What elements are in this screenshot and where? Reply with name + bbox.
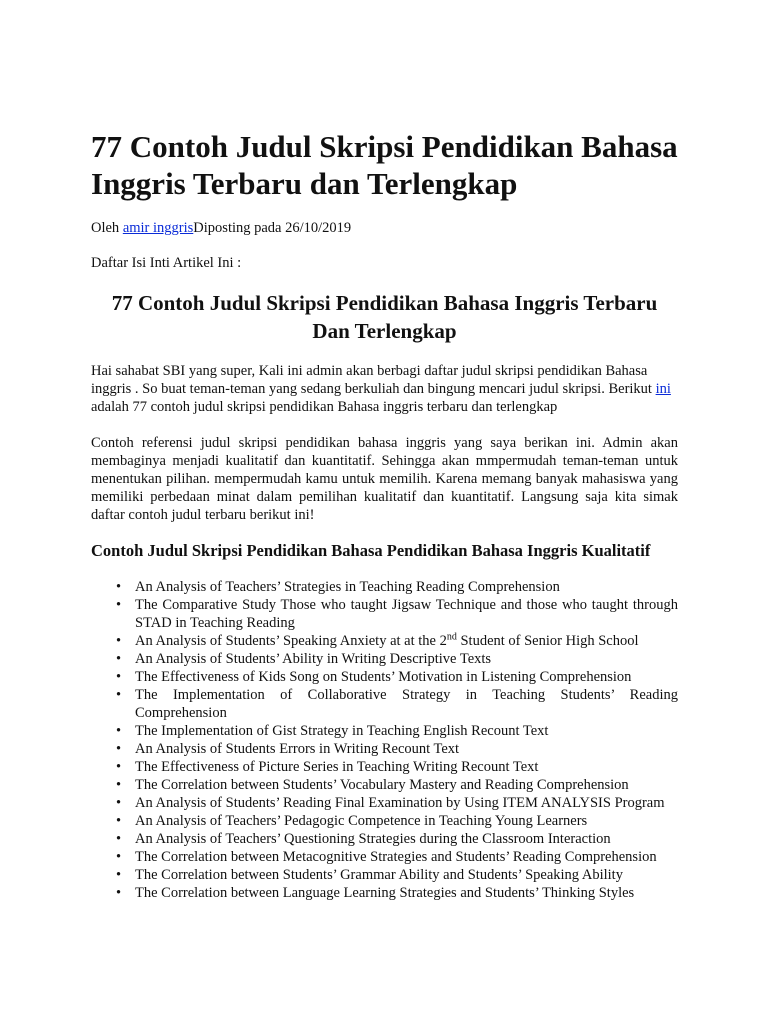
list-item: • The Correlation between Students’ Grammar Ability and Students’ Speaking Ability [91,866,678,884]
byline [91,219,351,237]
author-link[interactable]: amir inggris [122,220,194,236]
byline-prefix: Oleh [91,220,123,236]
intro-link[interactable]: ini [655,381,671,397]
list-item: • An Analysis of Teachers’ Strategies in Teaching Reading Comprehension [91,578,678,596]
list-item: • An Analysis of Teachers’ Pedagogic Competence in Teaching Young Learners [91,812,678,830]
list-item: • The Correlation between Language Learning Strategies and Students’ Thinking Styles [91,884,678,902]
list-item: • The Effectiveness of Picture Series in Teaching Writing Recount Text [91,758,678,776]
list-item: • An Analysis of Teachers’ Questioning Strategies during the Classroom Interaction [91,830,678,848]
section-heading: Contoh Judul Skripsi Pendidikan Bahasa Pendidikan Bahasa Inggris Kualitatif [91,541,651,560]
intro-paragraph [91,362,678,416]
toc-label: Daftar Isi Inti Artikel Ini : [91,255,242,271]
intro-text-after: adalah 77 contoh judul skripsi pendidikan Bahasa inggris terbaru dan terlengkap [91,399,558,415]
list-item [91,632,678,650]
post-date: Diposting pada 26/10/2019 [193,220,352,236]
list-item: • An Analysis of Students’ Ability in Writing Descriptive Texts [91,650,678,668]
ordinal-superscript: nd [446,631,457,643]
thesis-title-list [91,578,678,902]
list-item-text: An Analysis of Students’ Speaking Anxiety at at the 2 [135,633,447,649]
list-item: • The Correlation between Students’ Vocabulary Mastery and Reading Comprehension [91,776,678,794]
list-item: • The Implementation of Collaborative Strategy in Teaching Students’ Reading Comprehension [91,686,678,722]
list-item: • The Correlation between Metacognitive Strategies and Students’ Reading Comprehension [91,848,678,866]
article-subheading: 77 Contoh Judul Skripsi Pendidikan Bahasa Inggris Terbaru Dan Terlengkap [111,291,658,343]
list-item: • An Analysis of Students’ Reading Final Examination by Using ITEM ANALYSIS Program [91,794,678,812]
body-paragraph: Contoh referensi judul skripsi pendidikan bahasa inggris yang saya berikan ini. Admin akan membaginya menjadi kualitatif dan kuantitatif. Sehingga akan mmpermudah teman-teman untuk menentukan pilihan. mempermudah kamu untuk memilih. Karena memang banyak mahasiswa yang memiliki perbedaan minat dalam pemilihan kualitatif dan kuantitatif. Langsung saja kita simak daftar contoh judul terbaru berikut ini! [91,435,678,523]
list-item: • An Analysis of Students Errors in Writing Recount Text [91,740,678,758]
list-item: • The Comparative Study Those who taught Jigsaw Technique and those who taught through STAD in Teaching Reading [91,596,678,632]
list-item: • The Effectiveness of Kids Song on Students’ Motivation in Listening Comprehension [91,668,678,686]
intro-text-before: Hai sahabat SBI yang super, Kali ini admin akan berbagi daftar judul skripsi pendidikan Bahasa inggris . So buat teman-teman yang sedang berkuliah dan bingung mencari judul skripsi. Berikut [91,363,656,397]
list-item: • The Implementation of Gist Strategy in Teaching English Recount Text [91,722,678,740]
article-title: 77 Contoh Judul Skripsi Pendidikan Bahasa Inggris Terbaru dan Terlengkap [91,129,678,201]
list-item-text: Student of Senior High School [456,633,639,649]
